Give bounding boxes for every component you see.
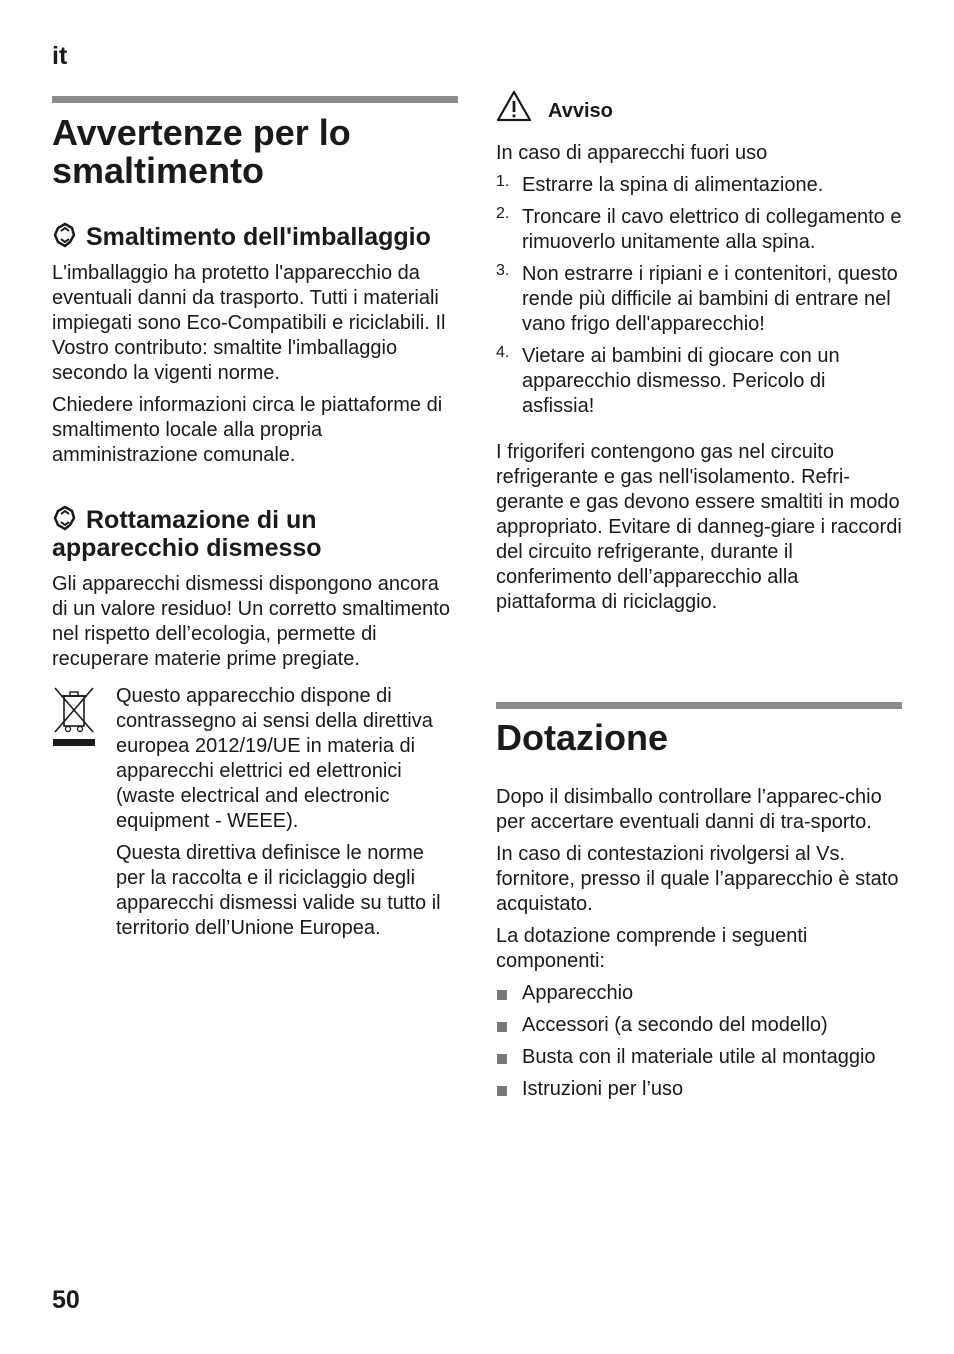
section-heading-packaging-text: Smaltimento dell'imballaggio (86, 223, 431, 251)
square-bullet-icon (497, 1054, 507, 1064)
list-item (496, 981, 902, 1006)
step-number: 1. (496, 173, 510, 190)
step-number: 4. (496, 344, 510, 361)
disposal-info-paragraph: Chiedere informazioni circa le piattaforme di smaltimento locale alla propria amministrazione comunale. (52, 394, 443, 466)
item-text: Accessori (a secondo del modello) (522, 1014, 828, 1036)
section-heading-scrapping (52, 505, 458, 562)
list-item (496, 344, 902, 419)
step-text: Vietare ai bambini di giocare con un apparecchio dismesso. Pericolo di asfissia! (522, 345, 840, 417)
step-text: Estrarre la spina di alimentazione. (522, 174, 824, 196)
step-number: 2. (496, 205, 510, 222)
item-text: Istruzioni per l’uso (522, 1078, 684, 1100)
right-column (496, 90, 902, 622)
list-item (496, 262, 902, 337)
recycle-icon (52, 222, 78, 248)
section-heading-packaging (52, 222, 458, 251)
left-column (52, 114, 458, 948)
language-code: it (52, 42, 68, 70)
weee-block (52, 684, 458, 941)
step-text: Troncare il cavo elettrico di collegamento e rimuoverlo unitamente alla spina. (522, 206, 902, 253)
warning-intro: In caso di apparecchi fuori uso (496, 142, 768, 164)
recycle-icon (52, 505, 78, 531)
item-text: Apparecchio (522, 982, 634, 1004)
square-bullet-icon (497, 1022, 507, 1032)
dotazione-list (496, 981, 902, 1102)
weee-crossed-bin-icon (52, 686, 96, 748)
dotazione-paragraph-2: In caso di contestazioni rivolgersi al Vs. fornitore, presso il quale l’apparecchio è stato acquistato. (496, 843, 899, 915)
square-bullet-icon (497, 990, 507, 1000)
list-item (496, 1013, 902, 1038)
list-item (496, 205, 902, 255)
list-item (496, 173, 902, 198)
packaging-paragraph: L'imballaggio ha protetto l'apparecchio da eventuali danni da trasporto. Tutti i materiali impiegati sono Eco-Compatibili e riciclabili. Il Vostro contributo: smaltite l'imballaggio secondo la vigenti norme. (52, 262, 446, 384)
dotazione-section (496, 719, 902, 1109)
refrigerant-note: I frigoriferi contengono gas nel circuito refrigerante e gas nell'isolamento. Refri-gerante e gas devono essere smaltiti in modo appropriato. Evitare di danneg-giare i raccordi del circuito refrigerante, durante il conferimento dell’apparecchio alla piattaforma di riciclaggio. (496, 441, 902, 613)
item-text: Busta con il materiale utile al montaggio (522, 1046, 876, 1068)
list-item (496, 1045, 902, 1070)
dotazione-paragraph-1: Dopo il disimballo controllare l’apparec-chio per accertare eventuali danni di tra-sporto. (496, 786, 882, 833)
warning-steps (496, 173, 902, 419)
page-title: Avvertenze per lo smaltimento (52, 112, 351, 191)
weee-paragraph-2: Questa direttiva definisce le norme per la raccolta e il riciclaggio degli apparecchi dismessi valide su tutto il territorio dell’Unione Europea. (116, 842, 441, 939)
square-bullet-icon (497, 1086, 507, 1096)
warning-triangle-icon (496, 90, 532, 122)
section-heading-scrapping-text: Rottamazione di un apparecchio dismesso (52, 506, 322, 562)
page-number: 50 (52, 1286, 80, 1314)
warning-header (496, 90, 902, 122)
dotazione-title: Dotazione (496, 717, 669, 758)
warning-label: Avviso (548, 100, 613, 122)
section-rule (496, 702, 902, 709)
step-text: Non estrarre i ripiani e i contenitori, questo rende più difficile ai bambini di entrare nel vano frigo dell'apparecchio! (522, 263, 898, 335)
weee-paragraph-1: Questo apparecchio dispone di contrassegno ai sensi della direttiva europea 2012/19/UE in materia di apparecchi elettrici ed elettronici (waste electrical and electronic equipment - WEEE). (116, 685, 433, 832)
section-rule (52, 96, 458, 103)
list-item (496, 1077, 902, 1102)
step-number: 3. (496, 262, 510, 279)
dotazione-paragraph-3: La dotazione comprende i seguenti componenti: (496, 925, 808, 972)
scrapping-paragraph: Gli apparecchi dismessi dispongono ancora di un valore residuo! Un corretto smaltimento nel rispetto dell’ecologia, permette di recuperare materie prime pregiate. (52, 573, 450, 670)
